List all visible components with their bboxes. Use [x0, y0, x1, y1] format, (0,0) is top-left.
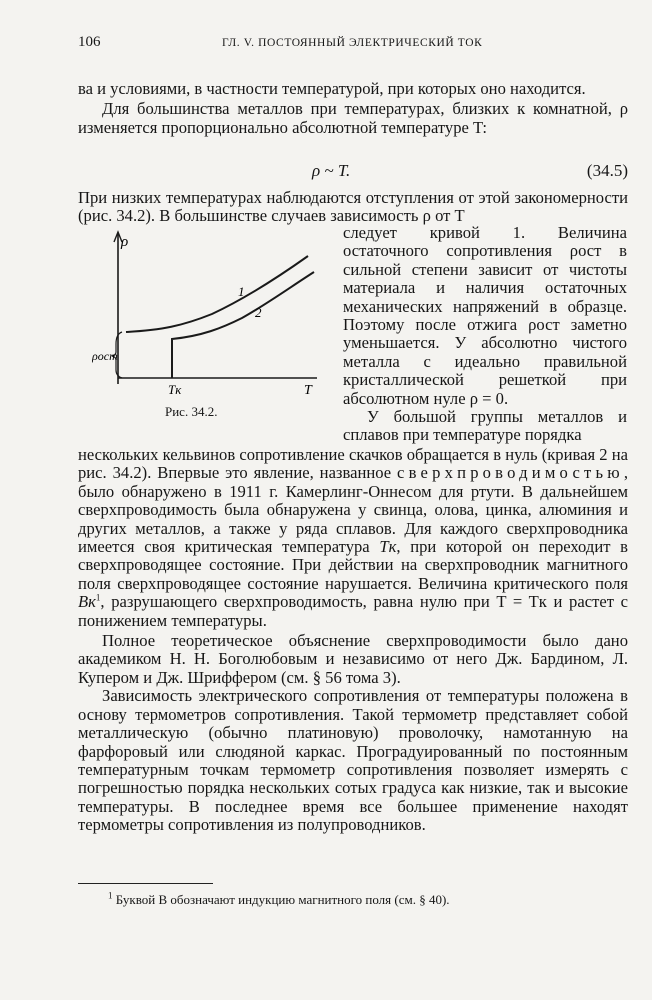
text-beside-figure	[343, 224, 627, 445]
formula-34-5	[78, 161, 628, 181]
text-block-main	[78, 446, 628, 835]
paragraph-6: Полное теоретическое объяснение сверхпроводимости было дано академиком Н. Н. Боголюбовым и независимо от него Дж. Бардином, Л. Купером и Дж. Шриффером (см. § 56 тома 3).	[78, 631, 628, 687]
x-axis-label: T	[304, 383, 312, 398]
formula-expression: ρ ~ T.	[312, 161, 351, 180]
p5-part-d: , разрушающего сверхпроводимость, равна нулю при T = Tк и растет с понижением температуры.	[78, 592, 628, 630]
curve-1-label: 1	[238, 284, 245, 299]
resistivity-graph	[92, 226, 332, 406]
critical-field-symbol: Bк	[78, 592, 96, 612]
paragraph-4: следует кривой 1. Величина остаточного сопротивления ρост в сильной степени зависит от чистоты материала и наличия остаточных механических напряжений в образце. Поэтому после отжига ρост заметно уменьшается. У абсолютно чистого металла с идеально правильной кристаллической решеткой при абсолютном нуле ρ = 0.	[343, 223, 627, 408]
formula-number: (34.5)	[586, 161, 628, 180]
page-number: 106	[78, 34, 101, 50]
term-superconductivity: сверхпроводимостью	[397, 463, 624, 483]
footnote-reference[interactable]: 1	[95, 592, 101, 603]
p5-part-a: нескольких кельвинов сопротивление скачков обращается в нуль (кривая 2 на рис. 34.2). Впервые это явление, названное	[78, 445, 628, 483]
p5-part-b: , было обнаружено в 1911 г. Камерлинг-Оннесом для ртути. В дальнейшем сверхпроводимость была обнаружена у свинца, олова, цинка, алюминия и других металлов, а также у ряда сплавов. Для каждого сверхпроводника имеется своя критическая температура	[78, 463, 628, 557]
running-title: ГЛ. V. ПОСТОЯННЫЙ ЭЛЕКТРИЧЕСКИЙ ТОК	[222, 37, 483, 49]
footnote-text: Буквой B обозначают индукцию магнитного поля (см. § 40).	[115, 892, 450, 907]
critical-temperature-symbol: Tк	[379, 537, 397, 557]
tk-label: Tк	[168, 382, 182, 397]
paragraph-1: ва и условиями, в частности температурой, при которых оно находится.	[78, 79, 586, 98]
text-block-top	[78, 80, 628, 137]
paragraph-2: Для большинства металлов при температурах, близких к комнатной, ρ изменяется пропорционально абсолютной температуре T:	[78, 99, 628, 137]
y-axis-label: ρ	[121, 234, 129, 250]
paragraph-5-start: У большой группы металлов и сплавов при температуре порядка	[343, 407, 627, 445]
paragraph-3: При низких температурах наблюдаются отступления от этой закономерности (рис. 34.2). В большинстве случаев зависимость ρ от T	[78, 188, 628, 226]
residual-label: ρост	[92, 349, 118, 363]
figure-34-2	[92, 226, 332, 436]
footnote-marker: 1	[108, 890, 113, 901]
text-block-2	[78, 189, 628, 226]
paragraph-5	[78, 446, 628, 630]
figure-caption: Рис. 34.2.	[165, 404, 218, 419]
curve-2-label: 2	[255, 305, 262, 320]
paragraph-7: Зависимость электрического сопротивления от температуры положена в основу термометров сопротивления. Такой термометр представляет собой металлическую (обычно платиновую) проволочку, намотанную на фарфоровый или слюдяной каркас. Проградуированный по постоянным температурным точкам термометр сопротивления позволяет измерять с погрешностью порядка нескольких сотых градуса как низкие, так и высокие температуры. В последнее время все большее применение находят термометры сопротивления из полупроводников.	[78, 686, 628, 835]
footnote	[108, 892, 450, 908]
p5-part-c: , при которой он переходит в сверхпроводящее состояние. При действии на сверхпроводник магнитного поля сверхпроводящее состояние нарушается. Величина критического поля	[78, 537, 628, 593]
footnote-rule	[78, 883, 213, 884]
